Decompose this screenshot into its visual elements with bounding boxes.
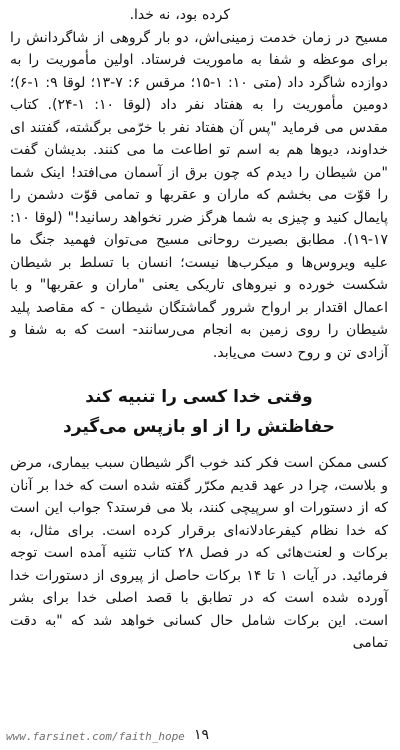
body-paragraph-1: مسیح در زمان خدمت زمینی‌اش، دو بار گروهی از شاگردانش را برای موعظه و شفا به ماموریت فرستاد. اولین مأموریت را به دوازده شاگرد داد (متی ۱۰: ۱-۱۵؛ مرقس ۶: ۷-۱۳؛ لوقا ۹: ۱-۶)؛ دومین مأموریت را به هفتاد نفر داد (لوقا ۱۰: ۱-۲۴). کتاب مقدس می فرماید "پس آن هفتاد نفر با خرّمی برگشته، گفتند ای خداوند، دیوها هم به اسم تو اطاعت ما می کنند. بدیشان گفت "من شیطان را دیدم که چون برق از آسمان می‌افتد! اینک شما را قوّت می بخشم که ماران و عقربها و تمامی قوّت دشمن را پایمال کنید و چیزی به شما هرگز ضرر نخواهد رسانید!" (لوقا ۱۰: ۱۷-۱۹). مطابق بصیرت روحانی مسیح می‌توان فهمید جنگ ما علیه ویروس‌ها و میکرب‌ها نیست؛ انسان با تسلط بر شیطان شکست خورده و نیروهای تاریکی یعنی "ماران و عقربها" و با اعمال اقتدار بر ارواح شرور گماشتگان شیطان - که مقاصد پلید شیطان را روی زمین به انجام می‌رسانند- است که به شفا و آزادی تن و روح دست می‌یابد. xyxy=(10,29,389,361)
footer-url: www.farsinet.com/faith_hope xyxy=(6,730,185,743)
section-heading-line-1: وقتی خدا کسی را تنبیه کند xyxy=(85,387,313,407)
section-heading-line-2: حفاظتش را از او بازپس می‌گیرد xyxy=(63,417,335,437)
carryover-line: کرده بود، نه خدا. xyxy=(129,7,230,23)
page-number: ۱۹ xyxy=(194,727,210,743)
page-footer xyxy=(6,727,394,747)
body-paragraph-2: کسی ممکن است فکر کند خوب اگر شیطان سبب بیماری، مرض و بلاست، چرا در عهد قدیم مکرّر گفته شده است که خدا بر آنان که از دستورات او سرپیچی کنند، بلا می فرستد؟ جواب این است که خدا نظام کیفرعادلانه‌ای برقرار کرده است. برای مثال، به برکات و لعنت‌هائی که در فصل ۲۸ کتاب تثنیه آمده است توجه فرمائید. در آیات ۱ تا ۱۴ برکات حاصل از پیروی از دستورات خدا آورده شده است که در تطابق با قصد اصلی خدا برای بشر است. این برکات شامل حال کسانی خواهد شد که "به دقت تمامی xyxy=(10,455,389,651)
section-heading xyxy=(10,382,388,442)
